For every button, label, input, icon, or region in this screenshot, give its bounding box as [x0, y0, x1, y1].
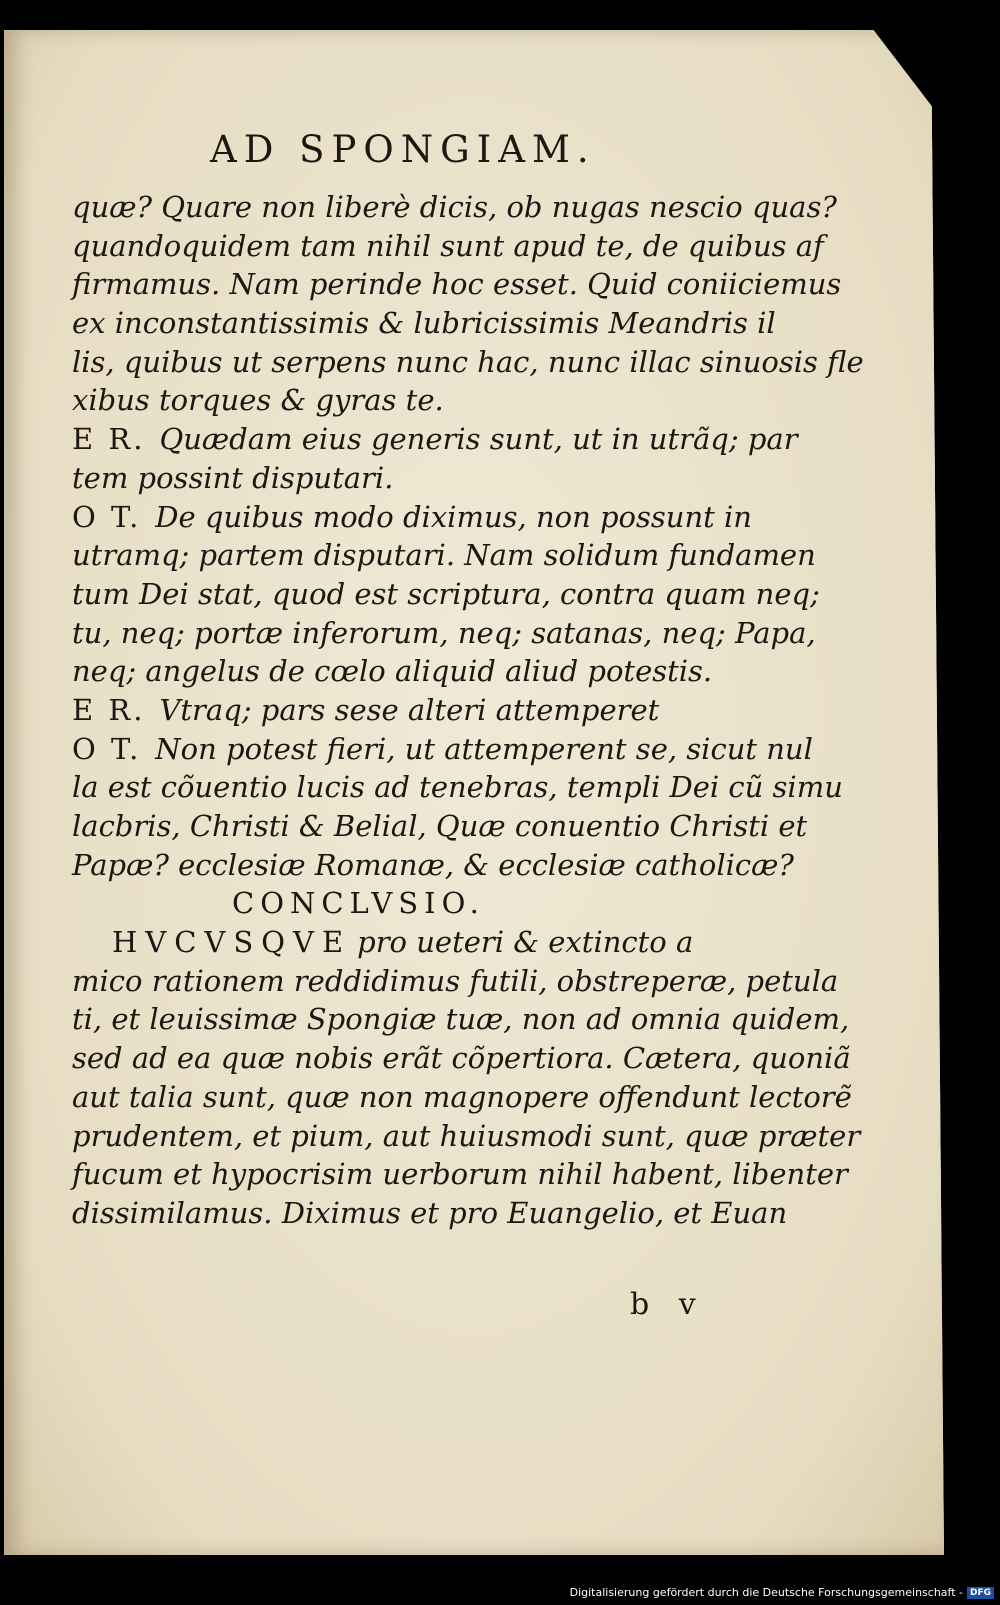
text-line — [72, 652, 812, 691]
line-text: quæ? Quare non liberè dicis, ob nugas nescio quas? — [72, 190, 837, 224]
text-line — [72, 498, 812, 537]
dfg-logo: DFG — [967, 1587, 994, 1599]
line-text: Vtraq; pars sese alteri attemperet — [159, 692, 660, 727]
line-text: pro ueteri & extincto a — [357, 925, 694, 960]
line-text: aut talia sunt, quæ non magnopere offendunt lectorẽ — [72, 1079, 852, 1114]
text-line — [72, 768, 843, 807]
speaker-label: O T. — [72, 499, 142, 534]
line-text: xibus torques & gyras te. — [72, 383, 444, 418]
text-line — [72, 691, 812, 730]
text-line — [72, 227, 824, 266]
line-text: Papæ? ecclesiæ Romanæ, & ecclesiæ catholicæ? — [72, 847, 794, 882]
page-body — [72, 188, 864, 1233]
line-text: dissimilamus. Diximus et pro Euangelio, et Euan — [72, 1195, 788, 1230]
text-line — [72, 1000, 850, 1039]
text-line — [72, 459, 812, 498]
signature-mark: b v — [630, 1287, 706, 1322]
initial-capitals: HVCVSQVE — [112, 925, 352, 960]
line-text: Quædam eius generis sunt, ut in utrãq; par — [159, 422, 798, 457]
section-heading-text: CONCLVSIO. — [232, 886, 485, 921]
text-line — [72, 1078, 852, 1117]
text-line — [72, 923, 812, 962]
text-line — [72, 1155, 848, 1194]
line-text: tem possint disputari. — [72, 460, 394, 495]
footer-credit-text: Digitalisierung gefördert durch die Deutsche Forschungsgemeinschaft - — [569, 1586, 963, 1599]
text-line — [72, 304, 812, 343]
text-line — [72, 846, 812, 885]
text-line — [72, 575, 820, 614]
text-line — [72, 1117, 861, 1156]
text-line — [72, 381, 812, 420]
text-line — [72, 730, 812, 769]
line-text: firmamus. Nam perinde hoc esset. Quid coniiciemus — [72, 267, 842, 302]
text-line — [72, 420, 812, 459]
line-text: sed ad ea quæ nobis erãt cõpertiora. Cætera, quoniã — [72, 1041, 851, 1076]
line-text: ti, et leuissimæ Spongiæ tuæ, non ad omnia quidem, — [72, 1002, 850, 1037]
line-text: quandoquidem tam nihil sunt apud te, de quibus af — [72, 228, 824, 263]
line-text: mico rationem reddidimus futili, obstreperæ, petula — [72, 963, 839, 998]
section-heading — [72, 884, 812, 923]
text-line — [72, 1194, 812, 1233]
speaker-label: O T. — [72, 731, 142, 766]
text-line — [72, 343, 864, 382]
line-text: lis, quibus ut serpens nunc hac, nunc illac sinuosis fle — [72, 344, 864, 379]
line-text: tu, neq; portæ inferorum, neq; satanas, neq; Papa, — [72, 615, 816, 650]
text-line — [72, 265, 842, 304]
line-text: prudentem, et pium, aut huiusmodi sunt, quæ præter — [72, 1118, 861, 1153]
line-text: ex inconstantissimis & lubricissimis Meandris il — [72, 306, 776, 341]
speaker-label: E R. — [72, 692, 146, 727]
footer-credit — [570, 1586, 994, 1599]
text-line — [72, 962, 839, 1001]
line-text: De quibus modo diximus, non possunt in — [155, 499, 752, 534]
text-line — [72, 188, 837, 227]
line-text: Non potest fieri, ut attemperent se, sicut nul — [155, 731, 813, 766]
line-text: tum Dei stat, quod est scriptura, contra quam neq; — [72, 576, 820, 611]
line-text: utramq; partem disputari. Nam solidum fundamen — [72, 538, 816, 573]
speaker-label: E R. — [72, 422, 146, 457]
line-text: la est cõuentio lucis ad tenebras, templi Dei cũ simu — [72, 770, 843, 805]
line-text: fucum et hypocrisim uerborum nihil habent, libenter — [72, 1157, 848, 1192]
text-line — [72, 536, 816, 575]
text-line — [72, 614, 816, 653]
text-line — [72, 1039, 851, 1078]
line-text: lacbris, Christi & Belial, Quæ conuentio Christi et — [72, 809, 808, 843]
running-head: AD SPONGIAM. — [210, 128, 596, 171]
line-text: neq; angelus de cœlo aliquid aliud potestis. — [72, 654, 713, 689]
text-line — [72, 807, 812, 846]
